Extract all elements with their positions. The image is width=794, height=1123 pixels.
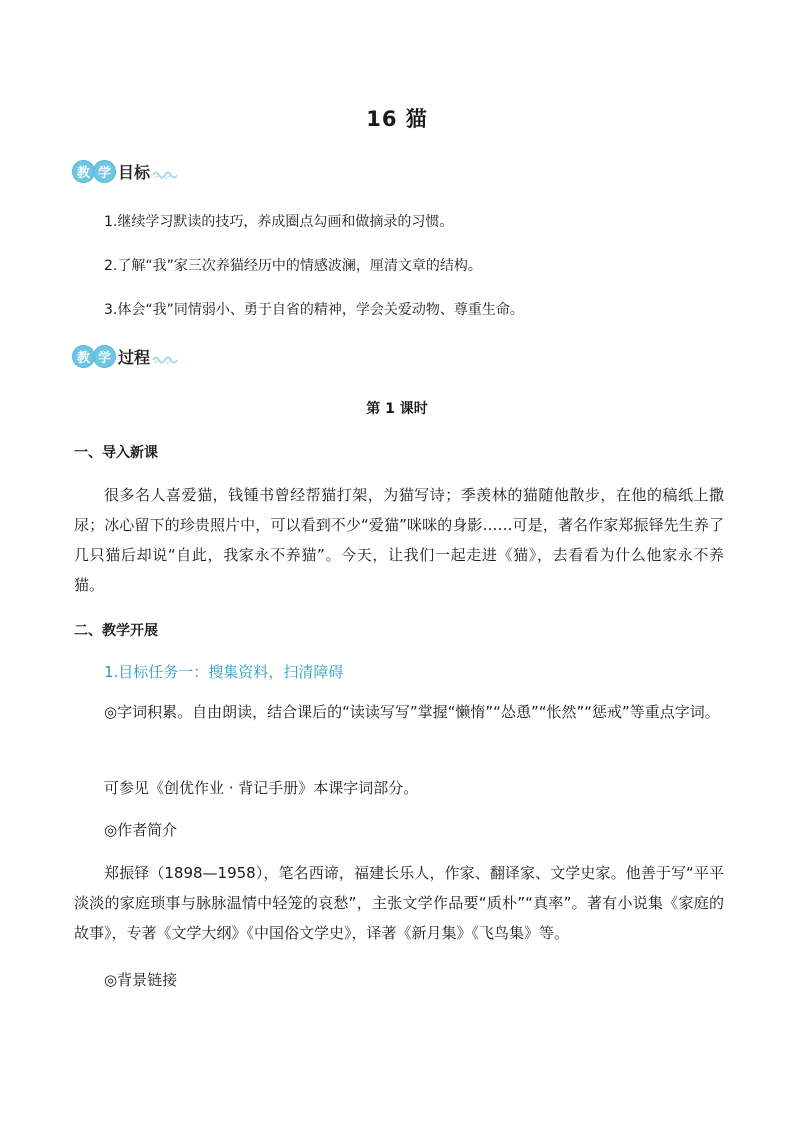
background-heading: ◎背景链接 [104,971,178,989]
part1-heading: 一、导入新课 [74,445,158,461]
badge-jiao: 教 [72,160,95,183]
author-heading: ◎作者简介 [104,821,178,839]
section-goals-label: 目标 [118,162,151,182]
goal-1: 1.继续学习默读的技巧，养成圈点勾画和做摘录的习惯。 [104,214,454,230]
lesson-period-heading: 第 1 课时 [366,401,428,417]
goal-3: 3.体会“我”同情弱小、勇于自省的精神，学会关爱动物、尊重生命。 [104,302,524,318]
section-process-label: 过程 [118,347,151,367]
reference-paragraph: 可参见《创优作业 · 背记手册》本课字词部分。 [104,779,419,797]
section-process-heading [72,343,178,369]
badge-xue: 学 [93,345,116,368]
author-paragraph: 郑振铎（1898—1958），笔名西谛，福建长乐人，作家、翻译家、文学史家。他善于写“平平淡淡的家庭琐事与脉脉温情中轻笼的哀愁”，主张文学作品要“质朴”“真率”。著有小说集《家庭的故事》，专著《文学大纲》《中国俗文学史》，译著《新月集》《飞鸟集》等。 [74,864,724,942]
vocab-paragraph: ◎字词积累。自由朗读，结合课后的“读读写写”掌握“懒惰”“怂恿”“怅然”“惩戒”等重点字词。 [104,703,720,721]
badge-jiao: 教 [72,345,95,368]
part2-heading: 二、教学开展 [74,623,158,639]
task-1-heading: 1.目标任务一：搜集资料，扫清障碍 [104,663,344,681]
section-goals-heading [72,158,178,184]
wave-decoration-icon [152,354,178,364]
part1-body: 很多名人喜爱猫，钱锺书曾经帮猫打架，为猫写诗；季羡林的猫随他散步，在他的稿纸上撒尿；冰心留下的珍贵照片中，可以看到不少“爱猫”咪咪的身影……可是，著名作家郑振铎先生养了几只猫后却说“自此，我家永不养猫”。今天，让我们一起走进《猫》，去看看为什么他家永不养猫。 [74,486,724,594]
wave-decoration-icon [152,169,178,179]
goal-2: 2.了解“我”家三次养猫经历中的情感波澜，厘清文章的结构。 [104,258,482,274]
lesson-title: 16 猫 [366,107,428,131]
badge-xue: 学 [93,160,116,183]
